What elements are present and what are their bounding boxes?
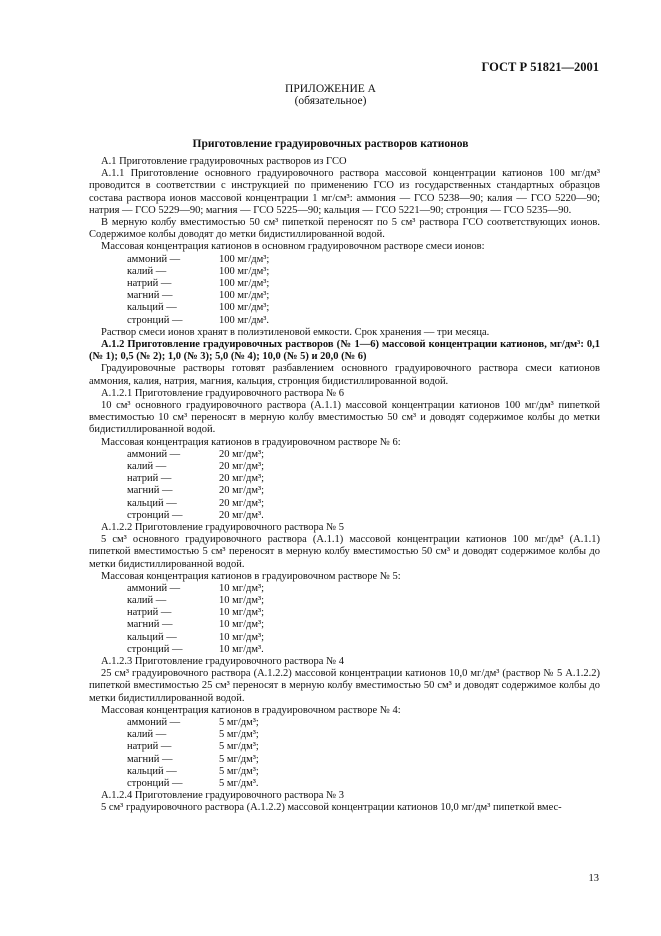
concentration-row: [89, 595, 600, 607]
ion-concentration: 5 мг/дм³;: [219, 717, 259, 729]
ion-concentration: 10 мг/дм³;: [219, 631, 265, 643]
ion-name: калий —: [127, 595, 167, 607]
paragraph-base-concentration: Массовая концентрация катионов в основном градуировочном растворе смеси ионов:: [101, 241, 485, 253]
paragraph-a1-2: А.1.2 Приготовление градуировочных растворов (№ 1—6) массовой концентрации катионов, мг/дм³: 0,1 (№ 1); 0,5 (№ 2); 1,0 (№ 3); 5,0 (№ 4); 10,0 (№ 5) и 20,0 (№ 6): [89, 338, 600, 363]
paragraph-a1-2-3: А.1.2.3 Приготовление градуировочного раствора № 4: [101, 656, 344, 668]
concentration-row: [89, 778, 600, 790]
concentration-row: [89, 290, 600, 302]
ion-concentration: 10 мг/дм³;: [219, 582, 265, 594]
concentration-row: [89, 449, 600, 461]
concentration-row: [89, 741, 600, 753]
concentration-list-5: [89, 583, 600, 656]
ion-concentration: 10 мг/дм³.: [219, 643, 264, 655]
ion-concentration: 100 мг/дм³;: [219, 278, 270, 289]
ion-name: натрий —: [127, 278, 172, 289]
concentration-row: [89, 644, 600, 656]
document-body: [89, 156, 600, 815]
ion-name: стронций —: [127, 643, 183, 655]
ion-name: магний —: [127, 290, 173, 302]
ion-name: кальций —: [127, 302, 177, 314]
page-number: 13: [588, 873, 599, 884]
concentration-row: [89, 461, 600, 473]
concentration-row: [89, 485, 600, 497]
section-title: Приготовление градуировочных растворов катионов: [192, 138, 469, 150]
appendix-heading: [0, 83, 661, 107]
ion-concentration: 100 мг/дм³;: [219, 290, 270, 302]
ion-name: магний —: [127, 753, 173, 765]
concentration-row: [89, 315, 600, 327]
ion-name: стронций —: [127, 778, 183, 789]
ion-concentration: 10 мг/дм³;: [219, 619, 265, 631]
concentration-row: [89, 510, 600, 522]
ion-name: калий —: [127, 460, 167, 472]
standard-number: ГОСТ Р 51821—2001: [481, 60, 599, 74]
ion-name: аммоний —: [127, 253, 181, 265]
concentration-row: [89, 754, 600, 766]
ion-concentration: 10 мг/дм³;: [219, 607, 265, 619]
paragraph-a1-2-4: А.1.2.4 Приготовление градуировочного раствора № 3: [101, 790, 344, 802]
ion-concentration: 20 мг/дм³;: [219, 460, 265, 472]
ion-concentration: 20 мг/дм³;: [219, 497, 265, 509]
paragraph-concentration-4: Массовая концентрация катионов в градуировочном растворе № 4:: [101, 704, 401, 716]
ion-concentration: 5 мг/дм³;: [219, 729, 259, 741]
ion-name: кальций —: [127, 631, 177, 643]
ion-name: кальций —: [127, 765, 177, 777]
ion-concentration: 100 мг/дм³;: [219, 302, 270, 314]
paragraph-a1: А.1 Приготовление градуировочных растворов из ГСО: [101, 156, 347, 167]
paragraph-concentration-6: Массовая концентрация катионов в градуировочном растворе № 6:: [101, 436, 401, 448]
paragraph-concentration-5: Массовая концентрация катионов в градуировочном растворе № 5:: [101, 570, 401, 582]
concentration-row: [89, 619, 600, 631]
concentration-row: [89, 266, 600, 278]
paragraph-a1-1: А.1.1 Приготовление основного градуировочного раствора массовой концентрации катионов 100 мг/дм³ проводится в соответствии с инструкцией по применению ГСО из государственных стандартных образцов состава раствора ионов массовой концентрации 1 мг/см³: аммония — ГСО 5238—90; калия — ГСО 5220—90; натрия — ГСО 5229—90; магния — ГСО 5225—90; кальция — ГСО 5221—90; стронция — ГСО 5235—90.: [89, 168, 600, 216]
paragraph-a1-2-2: А.1.2.2 Приготовление градуировочного раствора № 5: [101, 521, 344, 533]
paragraph-storage: Раствор смеси ионов хранят в полиэтиленовой емкости. Срок хранения — три месяца.: [101, 326, 490, 338]
ion-concentration: 10 мг/дм³;: [219, 595, 265, 607]
ion-name: магний —: [127, 485, 173, 497]
concentration-row: [89, 766, 600, 778]
paragraph-flask: В мерную колбу вместимостью 50 см³ пипеткой переносят по 5 см³ раствора ГСО соответствующих ионов. Содержимое колбы доводят до метки бидистиллированной водой.: [89, 217, 600, 241]
ion-concentration: 100 мг/дм³;: [219, 253, 270, 265]
ion-name: натрий —: [127, 741, 172, 753]
paragraph-dilution: Градуировочные растворы готовят разбавлением основного градуировочного раствора смеси катионов аммония, калия, натрия, магния, кальция, стронция бидистиллированной водой.: [89, 363, 600, 387]
ion-name: аммоний —: [127, 582, 181, 594]
ion-name: натрий —: [127, 607, 172, 619]
ion-concentration: 5 мг/дм³.: [219, 778, 259, 789]
concentration-row: [89, 473, 600, 485]
concentration-row: [89, 717, 600, 729]
appendix-status: (обязательное): [294, 95, 367, 107]
concentration-row: [89, 278, 600, 290]
appendix-title: ПРИЛОЖЕНИЕ А: [285, 83, 376, 95]
ion-name: аммоний —: [127, 717, 181, 729]
ion-concentration: 100 мг/дм³;: [219, 265, 270, 277]
paragraph-solution-3: 5 см³ градуировочного раствора (А.1.2.2) массовой концентрации катионов 10,0 мг/дм³ пипеткой вмес-: [101, 802, 562, 814]
paragraph-a1-2-1: А.1.2.1 Приготовление градуировочного раствора № 6: [101, 387, 344, 399]
paragraph-solution-6: 10 см³ основного градуировочного раствора (А.1.1) массовой концентрации катионов 100 мг/дм³ пипеткой вместимостью 10 см³ переносят в мерную колбу вместимостью 50 см³ и доводят содержимое колбы до метки бидистиллированной водой.: [89, 399, 600, 436]
ion-name: магний —: [127, 619, 173, 631]
ion-name: стронций —: [127, 509, 183, 521]
concentration-row: [89, 729, 600, 741]
concentration-row: [89, 498, 600, 510]
ion-concentration: 100 мг/дм³.: [219, 314, 270, 326]
ion-name: калий —: [127, 265, 167, 277]
paragraph-solution-4: 25 см³ градуировочного раствора (А.1.2.2) массовой концентрации катионов 10,0 мг/дм³ (раствор № 5 А.1.2.2) пипеткой вместимостью 25 см³ переносят в мерную колбу вместимостью 50 см³ и доводят содержимое колбы до метки бидистиллированной водой.: [89, 668, 600, 704]
ion-concentration: 5 мг/дм³;: [219, 765, 259, 777]
concentration-row: [89, 583, 600, 595]
ion-name: калий —: [127, 729, 167, 741]
concentration-list-4: [89, 717, 600, 790]
ion-concentration: 20 мг/дм³;: [219, 448, 265, 460]
concentration-row: [89, 607, 600, 619]
ion-name: кальций —: [127, 497, 177, 509]
paragraph-solution-5: 5 см³ основного градуировочного раствора (А.1.1) массовой концентрации катионов 100 мг/дм³ (А.1.1) пипеткой вместимостью 5 см³ переносят в мерную колбу вместимостью 50 см³ и доводят содержимое колбы до метки бидистиллированной водой.: [89, 534, 600, 570]
concentration-row: [89, 632, 600, 644]
ion-name: аммоний —: [127, 448, 181, 460]
ion-concentration: 20 мг/дм³;: [219, 485, 265, 497]
concentration-row: [89, 302, 600, 314]
ion-name: натрий —: [127, 473, 172, 485]
concentration-row: [89, 254, 600, 266]
ion-name: стронций —: [127, 314, 183, 326]
base-concentration-list: [89, 254, 600, 327]
ion-concentration: 5 мг/дм³;: [219, 753, 259, 765]
ion-concentration: 20 мг/дм³;: [219, 473, 265, 485]
ion-concentration: 20 мг/дм³.: [219, 509, 264, 521]
concentration-list-6: [89, 449, 600, 522]
ion-concentration: 5 мг/дм³;: [219, 741, 259, 753]
